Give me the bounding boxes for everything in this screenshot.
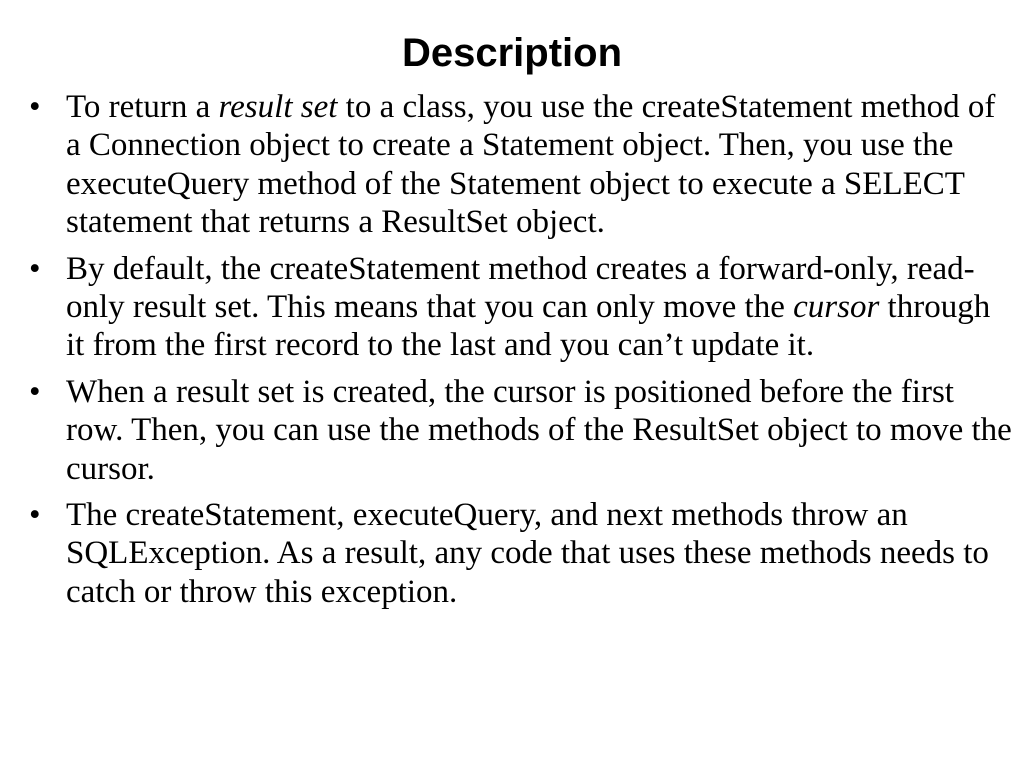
- bullet-text-emphasis: cursor: [793, 289, 880, 326]
- bullet-item: [29, 250, 1016, 365]
- bullet-list: [29, 88, 1016, 619]
- bullet-text-segment: When a result set is created, the cursor is positioned before the first row. Then, you can use the methods of the ResultSet object to move the cursor.: [66, 373, 1012, 487]
- bullet-item: [29, 373, 1016, 488]
- bullet-text: [66, 251, 990, 364]
- bullet-text: [66, 497, 989, 610]
- bullet-text-segment: By default, the createStatement method creates a forward-only, read-only result set. This means that you can only move the: [66, 250, 975, 326]
- bullet-icon: •: [29, 373, 41, 410]
- bullet-text: [66, 89, 995, 240]
- bullet-text-emphasis: result set: [218, 89, 338, 125]
- bullet-icon: •: [29, 89, 41, 125]
- bullet-icon: •: [29, 250, 41, 287]
- bullet-text-segment: To return a: [66, 89, 219, 125]
- bullet-text-segment: The createStatement, executeQuery, and next methods throw an SQLException. As a result, any code that uses these methods needs to catch or throw this exception.: [66, 497, 989, 610]
- bullet-item: [29, 88, 1016, 242]
- bullet-item: [29, 496, 1016, 611]
- bullet-text: [66, 374, 1012, 487]
- slide-title: Description: [401, 31, 623, 75]
- bullet-icon: •: [29, 497, 41, 534]
- bullet-text-segment: through it from the first record to the last and you can’t update it.: [66, 289, 991, 364]
- bullet-text-segment: to a class, you use the createStatement method of a Connection object to create a Statement object. Then, you use the executeQuery method of the Statement object to execute a SELECT statement that returns a ResultSet object.: [66, 89, 996, 241]
